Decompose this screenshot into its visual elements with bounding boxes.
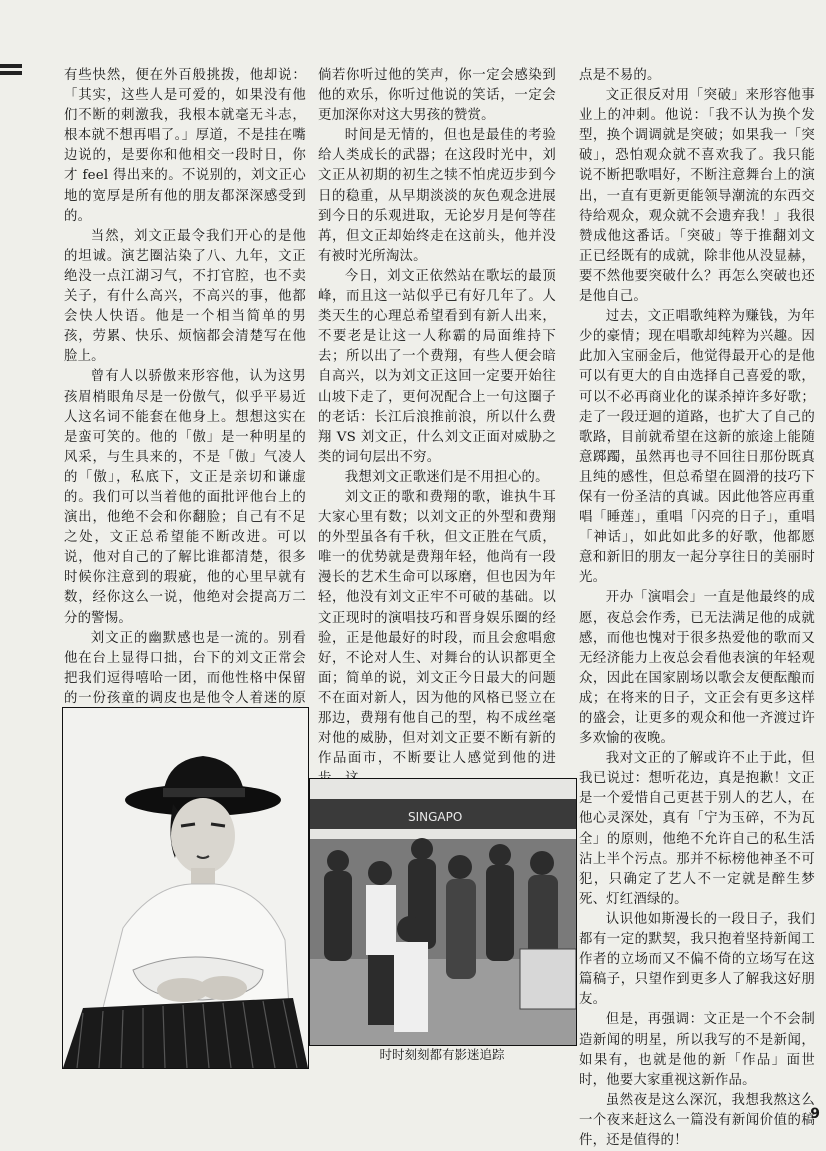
article-paragraph: 虽然夜是这么深沉，我想我熬这么一个夜来赶这么一篇没有新闻价值的稿件，还是值得的！	[579, 1092, 815, 1148]
article-paragraph: 刘文正的幽默感也是一流的。别看他在台上显得口拙，台下的刘文正常会把我们逗得嘻哈一团，而他性格中保留的一份孩童的调皮也是他令人着迷的原	[64, 630, 306, 706]
article-paragraph: 开办「演唱会」一直是他最终的成愿，夜总会作秀，已无法满足他的成就感，而他也愧对于很多热爱他的歌而又无经济能力上夜总会看他表演的年轻观众，因此在国家剧场以歌会友便酝酿而成；在将来的日子，文正会有更多这样的盛会，让更多的观众和他一齐渡过许多欢愉的夜晚。	[579, 590, 815, 747]
article-paragraph: 文正很反对用「突破」来形容他事业上的冲刺。他说：「我不认为换个发型，换个调调就是突破；如果我一「突破」，恐怕观众就不喜欢我了。我只能说不断把歌唱好，不断注意舞台上的演出，一直有更新更能领导潮流的东西交待给观众，观众就不会遗弃我！」我很赞成他这番话。「突破」等于推翻刘文正已经既有的成就，除非他从没显赫，要不然他要突破什么？再怎么突破也还是他自己。	[579, 88, 815, 305]
article-column-1	[64, 66, 306, 729]
article-paragraph: 时间是无情的，但也是最佳的考验给人类成长的武器；在这段时光中，刘文正从初期的初生之犊不怕虎迈步到今日的稳重，从早期淡淡的灰色观念进展到今日的乐观进取，无论岁月是何等荏苒，但文正却始终走在这前头，他并没有被时光所淘汰。	[318, 128, 556, 264]
article-paragraph: 曾有人以骄傲来形容他，认为这男孩眉梢眼角尽是一份傲气，似乎平易近人这名词不能套在他身上。想想这实在是蛮可笑的。他的「傲」是一种明星的风采，与生具来的，不是「傲」气凌人的「傲」，私底下，文正是亲切和谦虚的。我们可以当着他的面批评他台上的演出，他绝不会和你翻脸；自己有不足之处，文正总希望能不断改进。可以说，他对自己的了解比谁都清楚，很多时候你注意到的瑕疵，他的心里早就有数，经你这么一说，他绝对会提高万二分的警惕。	[64, 369, 306, 626]
article-paragraph: 我对文正的了解或许不止于此，但我已说过：想听花边，真是抱歉！文正是一个爱惜自己更甚于别人的艺人，在他心灵深处，真有「宁为玉碎，不为瓦全」的原则，他绝不允许自己的私生活沾上半个污点。那并不标榜他神圣不可犯，只确定了艺人不一定就是醉生梦死、灯红酒绿的。	[579, 751, 815, 907]
article-paragraph: 点是不易的。	[579, 68, 661, 83]
article-column-2	[318, 66, 556, 789]
article-paragraph: 有些快然，便在外百般挑拨，他却说：「其实，这些人是可爱的，如果没有他们不断的刺激我，我根本就毫无斗志，根本就不想再唱了。」厚道，不是挂在嘴边说的，是要你和他相交一段时日，你才 feel 得出来的。不说别的，刘文正心地的宽厚是所有他的朋友都深深感受到的。	[64, 68, 306, 224]
article-paragraph: 但是，再强调：文正是一个不会制造新闻的明星，所以我写的不是新闻，如果有，也就是他的新「作品」面世时，他要大家重视这新作品。	[579, 1012, 815, 1088]
portrait-photo	[62, 707, 309, 1069]
article-paragraph: 认识他如斯漫长的一段日子，我们都有一定的默契，我只抱着坚持新闻工作者的立场而又不偏不倚的立场写在这篇稿子，只望作到更多人了解我这好朋友。	[579, 911, 815, 1008]
article-paragraph: 刘文正的歌和费翔的歌，谁执牛耳大家心里有数；以刘文正的外型和费翔的外型虽各有千秋，但文正胜在气质，唯一的优势就是费翔年轻，他尚有一段漫长的艺术生命可以琢磨，但也因为年轻，他没有刘文正牢不可破的基础。以文正现时的演唱技巧和晋身娱乐圈的经验，正是他最好的时段，而且会愈唱愈好，不论对人生、对舞台的认识都更全面；简单的说，刘文正今日最大的问题不在面对新人，因为他的风格已竖立在那边，费翔有他自己的型，构不成丝毫对他的威胁，但对刘文正要不断有新的作品面市，不断要让人感觉到他的进	[318, 489, 556, 767]
article-paragraph: 当然，刘文正最令我们开心的是他的坦诚。演艺圈沾染了八、九年，文正绝没一点江湖习气，不打官腔，也不卖关子，有什么高兴，不高兴的事，他都会快人快语。他是一个相当简单的男孩，劳累、快乐、烦恼都会清楚写在他脸上。	[64, 228, 306, 365]
article-column-3	[579, 66, 815, 1151]
edge-mark	[0, 71, 22, 75]
article-paragraph: 倘若你听过他的笑声，你一定会感染到他的欢乐，你听过他说的笑话，一定会更加深你对这大男孩的赞赏。	[318, 68, 556, 124]
building-sign: SINGAPO	[408, 810, 463, 824]
article-paragraph: 今日，刘文正依然站在歌坛的最顶峰，而且这一站似乎已有好几年了。人类天生的心理总希望看到有新人出来，不要老是让这一人称霸的局面维持下去；所以出了一个费翔，有些人便会暗自高兴，以为刘文正这回一定要开始往山坡下走了，更何况配合上一句这圈子的老话：长江后浪推前浪，所以什么费翔 VS 刘文正，什么刘文正面对威胁之类的词句层出不穷。	[318, 268, 556, 465]
article-paragraph: 过去，文正唱歌纯粹为赚钱，为年少的豪情；现在唱歌却纯粹为兴趣。因此加入宝丽金后，他觉得最开心的是他可以有更大的自由选择自己喜爱的歌，可以不必再商业化的谋杀掉许多好歌；走了一段迂迴的道路，也扩大了自己的歌路，目前就希望在这新的旅途上能随意踯躅，虽然再也寻不回往日那份既真且纯的感性，但总希望在圆滑的技巧下保有一份圣洁的真诚。因此他答应再重唱「睡莲」，重唱「闪亮的日子」，重唱「神话」，如此如此多的好歌，他都愿意和新旧的朋友一起分享往日的美丽时光。	[579, 309, 815, 586]
photo-caption: 时时刻刻都有影迷追踪	[379, 1047, 505, 1062]
article-paragraph: 我想刘文正歌迷们是不用担心的。	[344, 469, 549, 485]
page-number: 9	[810, 1106, 820, 1122]
crowd-illustration	[310, 779, 576, 1045]
crowd-photo	[309, 778, 577, 1046]
edge-mark	[0, 64, 22, 68]
portrait-illustration	[63, 708, 308, 1068]
